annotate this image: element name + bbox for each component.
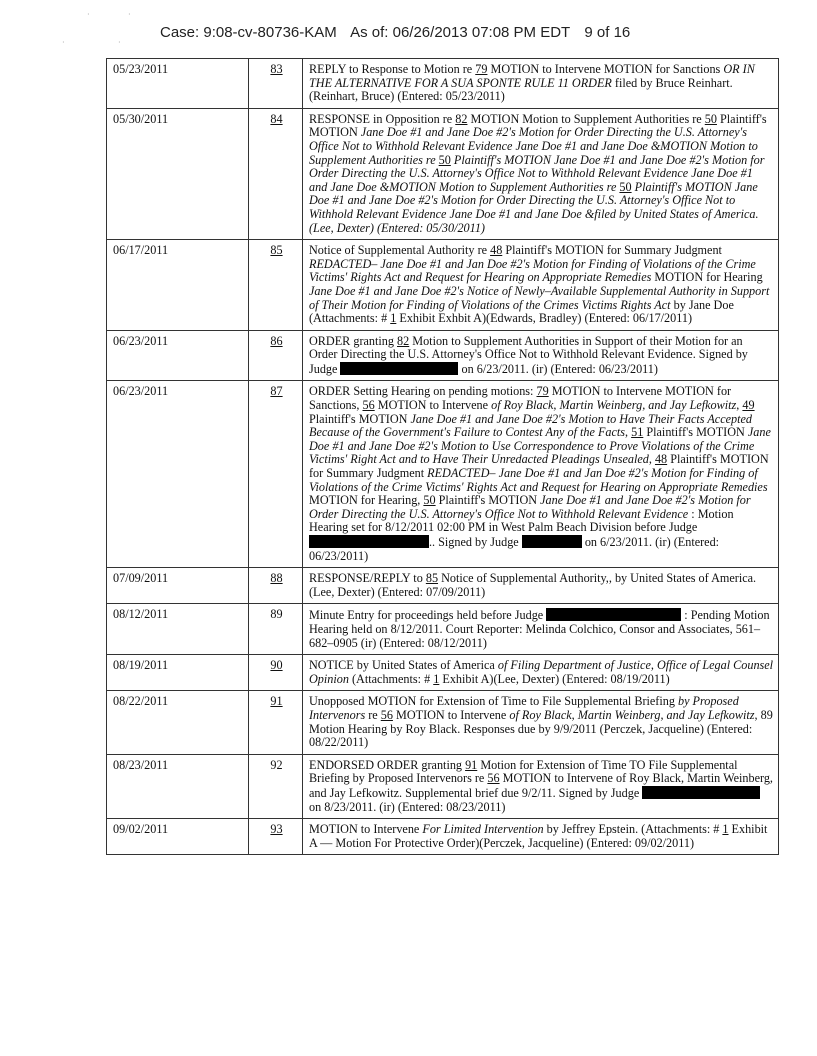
entry-text-run: Jane Doe #1 and Jane Doe #2's Motion to Have Their Facts Accepted Because of the Government's Failure to Contest Any of the Facts: [309, 411, 753, 440]
entry-number-link[interactable]: 84: [270, 111, 283, 126]
entry-number-link[interactable]: 90: [270, 658, 283, 673]
entry-text-run: Exhibit A — Motion For Protective Order)(Perczek, Jacqueline) (Entered: 09/02/2011): [309, 822, 768, 850]
entry-number[interactable]: [249, 381, 303, 568]
entry-text-run: filed by Bruce Reinhart. (Reinhart, Bruce) (Entered: 05/23/2011): [309, 75, 733, 104]
entry-date: 07/09/2011: [107, 568, 249, 604]
entry-text-run: OR IN THE ALTERNATIVE FOR A SUA SPONTE RULE 11 ORDER: [309, 62, 755, 90]
document-link[interactable]: 50: [438, 152, 451, 167]
entry-text-run: Plaintiff's MOTION: [643, 425, 748, 440]
document-link[interactable]: 48: [490, 243, 503, 258]
entry-number-link[interactable]: 85: [270, 243, 283, 258]
entry-text-run: Minute Entry for proceedings held before Judge: [309, 608, 547, 623]
entry-text: [303, 330, 779, 381]
entry-date: 06/23/2011: [107, 381, 249, 568]
entry-text-run: on 8/23/2011. (ir) (Entered: 08/23/2011): [309, 799, 506, 814]
entry-text: [303, 655, 779, 691]
entry-number-link[interactable]: 83: [270, 62, 283, 76]
page-counter: 9 of 16: [584, 24, 631, 41]
entry-text-run: Plaintiff's MOTION Jane Doe #1 and Jane Doe #2's Motion for Order Directing the U.S. Attorney's Office Not to Withhold Relevant Evidence Jane Doe #1 and Jane Doe &filed by United States of America. (Lee, Dexter) (Entered: 05/30/2011): [309, 179, 759, 235]
document-link[interactable]: 56: [362, 398, 375, 413]
entry-text-run: MOTION to Intervene MOTION for Sanctions,: [309, 384, 732, 413]
redaction-box: [546, 608, 681, 621]
entry-text-run: Plaintiff's MOTION: [309, 411, 411, 426]
document-link[interactable]: 50: [423, 493, 436, 508]
entry-text-run: Exhibit Exhbit A)(Edwards, Bradley) (Entered: 06/17/2011): [396, 311, 693, 326]
entry-date: 06/17/2011: [107, 240, 249, 331]
table-row: [107, 604, 779, 655]
entry-text-run: ENDORSED ORDER granting: [309, 757, 466, 772]
entry-text-run: Plaintiff's MOTION: [309, 111, 767, 140]
entry-number: [249, 604, 303, 655]
entry-text: [303, 59, 779, 109]
table-row: [107, 381, 779, 568]
entry-text-run: NOTICE by United States of America: [309, 658, 498, 673]
entry-text-run: RESPONSE in Opposition re: [309, 111, 456, 126]
document-link[interactable]: 79: [536, 384, 549, 399]
entry-text-run: MOTION Motion to Supplement Authorities re: [467, 111, 705, 126]
document-link[interactable]: 1: [390, 311, 397, 326]
scan-speck: ·: [128, 10, 131, 19]
document-link[interactable]: 85: [425, 571, 439, 586]
table-row: [107, 568, 779, 604]
entry-text-run: Unopposed MOTION for Extension of Time to File Supplemental Briefing: [309, 694, 678, 709]
table-row: [107, 754, 779, 818]
entry-text: [303, 604, 779, 655]
entry-number-text: 92: [270, 757, 283, 772]
redaction-box: [522, 535, 582, 548]
entry-text-run: Notice of Supplemental Authority,, by United States of America. (Lee, Dexter) (Entered: 07/09/2011): [309, 571, 757, 599]
entry-text-run: Plaintiff's MOTION for Summary Judgment: [309, 452, 769, 481]
entry-text-run: ,: [648, 452, 655, 467]
entry-number[interactable]: [249, 108, 303, 239]
entry-number[interactable]: [249, 568, 303, 604]
entry-date: 08/22/2011: [107, 691, 249, 754]
scan-speck: ·: [87, 10, 90, 19]
document-link[interactable]: 50: [619, 179, 632, 194]
entry-date: 08/12/2011: [107, 604, 249, 655]
entry-text-run: Exhibit A)(Lee, Dexter) (Entered: 08/19/2011): [439, 671, 670, 686]
entry-number[interactable]: [249, 59, 303, 109]
entry-text-run: of Roy Black, Martin Weinberg, and Jay Lefkowitz: [491, 398, 737, 413]
entry-text-run: REDACTED– Jane Doe #1 and Jan Doe #2's Motion for Finding of Violations of the Crime Victims' Rights Act and Request for Hearing on Appropriate Remedies: [309, 466, 768, 494]
entry-text-run: MOTION for Hearing: [651, 270, 763, 285]
entry-text: [303, 819, 779, 855]
case-number: Case: 9:08-cv-80736-KAM: [160, 24, 337, 41]
entry-text: [303, 381, 779, 568]
entry-text-run: of Roy Black, Martin Weinberg, and Jay Lefkowitz: [509, 707, 755, 722]
entry-text-run: REPLY to Response to Motion re: [309, 62, 476, 76]
entry-text-run: MOTION for Hearing,: [309, 493, 424, 508]
entry-text-run: , 89 Motion Hearing by Roy Black. Responses due by 9/9/2011 (Perczek, Jacqueline) (Entered: 08/22/2011): [309, 707, 773, 750]
entry-text: [303, 568, 779, 604]
entry-text-run: ,: [736, 398, 743, 413]
entry-date: 08/23/2011: [107, 754, 249, 818]
entry-text-run: REDACTED– Jane Doe #1 and Jan Doe #2's Motion for Finding of Violations of the Crime Victims' Rights Act and Request for Hearing on Appropriate Remedies: [309, 256, 756, 285]
entry-date: 05/30/2011: [107, 108, 249, 239]
entry-text-run: of Filing Department of Justice, Office of Legal Counsel Opinion: [309, 658, 774, 686]
entry-number[interactable]: [249, 655, 303, 691]
redaction-box: [340, 362, 458, 375]
scan-speck: ·: [62, 38, 65, 47]
entry-date: 06/23/2011: [107, 330, 249, 381]
entry-number-link[interactable]: 88: [270, 571, 283, 586]
table-row: [107, 691, 779, 754]
entry-text-run: RESPONSE/REPLY to: [309, 571, 426, 586]
table-row: [107, 59, 779, 109]
entry-date: 05/23/2011: [107, 59, 249, 109]
document-link[interactable]: 1: [722, 822, 729, 837]
document-link[interactable]: 50: [704, 111, 717, 126]
document-link[interactable]: 48: [654, 452, 668, 467]
entry-text-run: Notice of Supplemental Authority re: [309, 243, 491, 258]
entry-number[interactable]: [249, 240, 303, 331]
entry-text-run: MOTION to Intervene: [309, 822, 423, 837]
entry-text: [303, 754, 779, 818]
entry-number-link[interactable]: 91: [270, 694, 283, 709]
entry-text-run: Motion to Supplement Authorities in Support of their Motion for an Order Directing the U.S. Attorney's Office Not to Withhold Relevant Evidence. Signed by Judge: [309, 333, 748, 376]
entry-text-run: Motion for Extension of Time TO File Supplemental Briefing by Proposed Intervenors re: [309, 757, 738, 786]
entry-text-run: Jane Doe #1 and Jane Doe #2's Notice of Newly–Available Supplemental Authority in Support of Their Motion for Finding of Violations of the Crimes Victims Rights Act: [309, 283, 770, 312]
entry-text-run: by Jeffrey Epstein. (Attachments: #: [543, 822, 723, 837]
redaction-box: [309, 535, 429, 548]
entry-text-run: (Attachments: #: [348, 671, 434, 686]
entry-text-run: on 6/23/2011. (ir) (Entered: 06/23/2011): [458, 361, 658, 376]
entry-text-run: MOTION to Intervene MOTION for Sanctions: [487, 62, 724, 76]
entry-text-run: Jane Doe #1 and Jane Doe #2's Motion for Order Directing the U.S. Attorney's Office Not to Withhold Relevant Evidence: [309, 493, 751, 521]
entry-number[interactable]: [249, 691, 303, 754]
entry-number[interactable]: [249, 819, 303, 855]
entry-number[interactable]: [249, 330, 303, 381]
entry-text-run: : Motion Hearing set for 8/12/2011 02:00 PM in West Palm Beach Division before Judge: [309, 506, 734, 535]
document-link[interactable]: 91: [465, 757, 478, 772]
table-row: [107, 108, 779, 239]
entry-number-link[interactable]: 93: [270, 822, 283, 837]
entry-text: [303, 108, 779, 239]
entry-number-text: 89: [270, 607, 283, 622]
entry-text-run: Plaintiff's MOTION for Summary Judgment: [502, 243, 722, 258]
table-row: [107, 655, 779, 691]
document-link[interactable]: 1: [433, 671, 440, 686]
entry-text-run: by Jane Doe (Attachments: #: [309, 297, 734, 326]
entry-text-run: Plaintiff's MOTION: [435, 493, 541, 508]
entry-text-run: For Limited Intervention: [422, 822, 544, 837]
entry-date: 08/19/2011: [107, 655, 249, 691]
document-link[interactable]: 56: [380, 707, 393, 722]
table-row: [107, 819, 779, 855]
entry-text-run: on 6/23/2011. (ir) (Entered: 06/23/2011): [309, 535, 720, 563]
docket-body: [107, 59, 779, 855]
as-of-timestamp: As of: 06/26/2013 07:08 PM EDT: [350, 24, 571, 41]
docket-table: [106, 58, 779, 855]
entry-number-link[interactable]: 86: [270, 333, 283, 348]
entry-text-run: .. Signed by Judge: [429, 535, 522, 549]
entry-text-run: re: [365, 707, 381, 722]
table-row: [107, 240, 779, 331]
document-link[interactable]: 79: [475, 62, 488, 76]
entry-text-run: Jane Doe #1 and Jane Doe #2's Motion for Order Directing the U.S. Attorney's Office Not to Withhold Relevant Evidence Jane Doe #1 and Jane Doe &MOTION Motion to Supplement Authorities re: [309, 125, 758, 167]
entry-text-run: by Proposed Intervenors: [309, 694, 739, 722]
document-link[interactable]: 56: [487, 771, 500, 786]
entry-text-run: Plaintiff's MOTION Jane Doe #1 and Jane Doe #2's Motion for Order Directing the U.S. Attorney's Office Not to Withhold Relevant Evidence Jane Doe #1 and Jane Doe &MOTION Motion to Supplement Authorities re: [309, 152, 765, 194]
entry-text-run: MOTION to Intervene: [374, 398, 492, 413]
table-row: [107, 330, 779, 381]
entry-text-run: Jane Doe #1 and Jane Doe #2's Motion to Use Correspondence to Prove Violations of the Crime Victims' Right Act and to Have Their Unredacted Pleadings Unsealed: [309, 425, 771, 467]
page-header: [160, 24, 640, 41]
entry-text-run: MOTION to Intervene: [392, 707, 510, 722]
entry-text-run: : Pending Motion Hearing held on 8/12/2011. Court Reporter: Melinda Colchico, Consor and Associates, 561–682–0905 (ir) (Entered: 08/12/2011): [309, 608, 770, 650]
entry-number-link[interactable]: 87: [270, 384, 283, 399]
entry-text-run: ORDER granting: [309, 333, 398, 348]
document-link[interactable]: 82: [455, 111, 468, 126]
scan-speck: ·: [118, 38, 121, 47]
document-link[interactable]: 49: [742, 398, 755, 413]
document-link[interactable]: 82: [397, 333, 410, 348]
document-link[interactable]: 51: [631, 425, 644, 440]
entry-date: 09/02/2011: [107, 819, 249, 855]
entry-number: [249, 754, 303, 818]
entry-text-run: ORDER Setting Hearing on pending motions:: [309, 384, 537, 399]
entry-text-run: MOTION to Intervene of Roy Black, Martin Weinberg, and Jay Lefkowitz. Supplemental brief due 9/2/11. Signed by Judge: [309, 771, 773, 800]
entry-text: [303, 691, 779, 754]
redaction-box: [642, 786, 760, 799]
entry-text-run: ,: [625, 425, 632, 440]
entry-text: [303, 240, 779, 331]
